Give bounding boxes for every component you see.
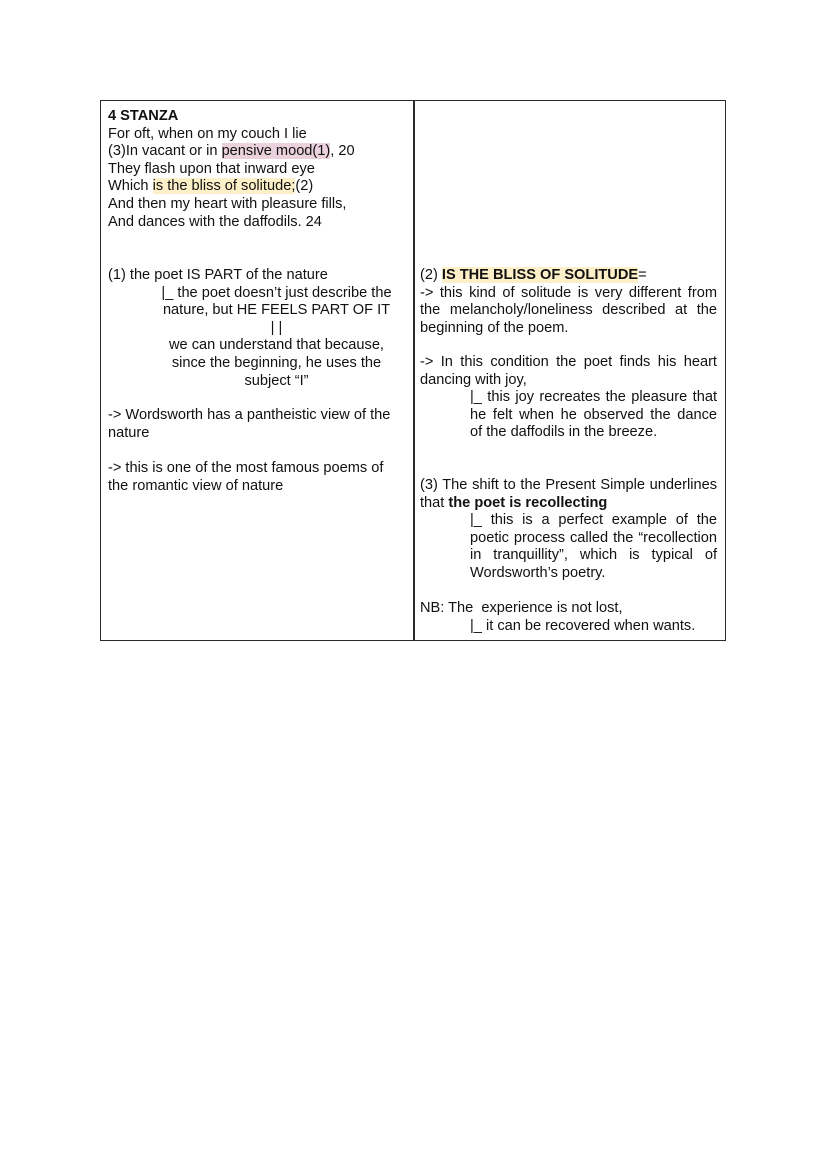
poem-line: Which is the bliss of solitude;(2) bbox=[108, 178, 314, 195]
note-3-bold: the poet is recollecting bbox=[448, 494, 608, 511]
nb-body: NB: The experience is not lost, bbox=[420, 600, 623, 616]
note-1-explanation: |_ the poet doesn’t just describe the nature, but HE FEELS PART OF IT | | we can understand that because, since the beginning, he uses the subject “I” bbox=[161, 284, 392, 389]
stanza-heading: 4 STANZA bbox=[108, 108, 179, 124]
condition-sub: |_ this joy recreates the pleasure that he felt when he observed the dance of the daffodils in the breeze. bbox=[470, 389, 717, 441]
left-cell bbox=[101, 101, 413, 640]
note-2-title: (2) IS THE BLISS OF SOLITUDE= bbox=[420, 267, 647, 283]
nb-note bbox=[420, 600, 717, 635]
notes-table bbox=[100, 100, 726, 641]
highlight-pensive-mood: pensive mood(1) bbox=[221, 143, 331, 160]
note-3-body: (3) The shift to the Present Simple underlines that the poet is recollecting bbox=[420, 477, 717, 511]
poem-line: And dances with the daffodils. 24 bbox=[108, 213, 322, 230]
pantheistic-paragraph: -> Wordsworth has a pantheistic view of the nature bbox=[108, 407, 391, 441]
poem-line: And then my heart with pleasure fills, bbox=[108, 195, 347, 212]
note-3 bbox=[420, 477, 717, 583]
right-cell bbox=[415, 101, 725, 640]
note-2 bbox=[420, 267, 717, 337]
note-1 bbox=[108, 267, 407, 390]
condition-body: -> In this condition the poet finds his heart dancing with joy, bbox=[420, 354, 717, 388]
romantic-paragraph: -> this is one of the most famous poems of the romantic view of nature bbox=[108, 460, 384, 494]
nb-sub: |_ it can be recovered when wants. bbox=[470, 617, 696, 634]
poem-line: (3)In vacant or in pensive mood(1), 20 bbox=[108, 143, 355, 160]
condition-paragraph bbox=[420, 354, 717, 442]
poem-line: For oft, when on my couch I lie bbox=[108, 125, 307, 142]
note-1-title: (1) the poet IS PART of the nature bbox=[108, 267, 328, 283]
poem-line: They flash upon that inward eye bbox=[108, 160, 315, 177]
highlight-note-2-title: IS THE BLISS OF SOLITUDE bbox=[441, 267, 639, 283]
note-3-sub: |_ this is a perfect example of the poetic process called the “recollection in tranquillity”, which is typical of Wordsworth’s poetry. bbox=[470, 512, 717, 581]
note-2-body: -> this kind of solitude is very different from the melancholy/loneliness described at the beginning of the poem. bbox=[420, 284, 717, 336]
stanza-block bbox=[108, 108, 407, 231]
highlight-bliss-of-solitude: is the bliss of solitude; bbox=[152, 178, 296, 195]
